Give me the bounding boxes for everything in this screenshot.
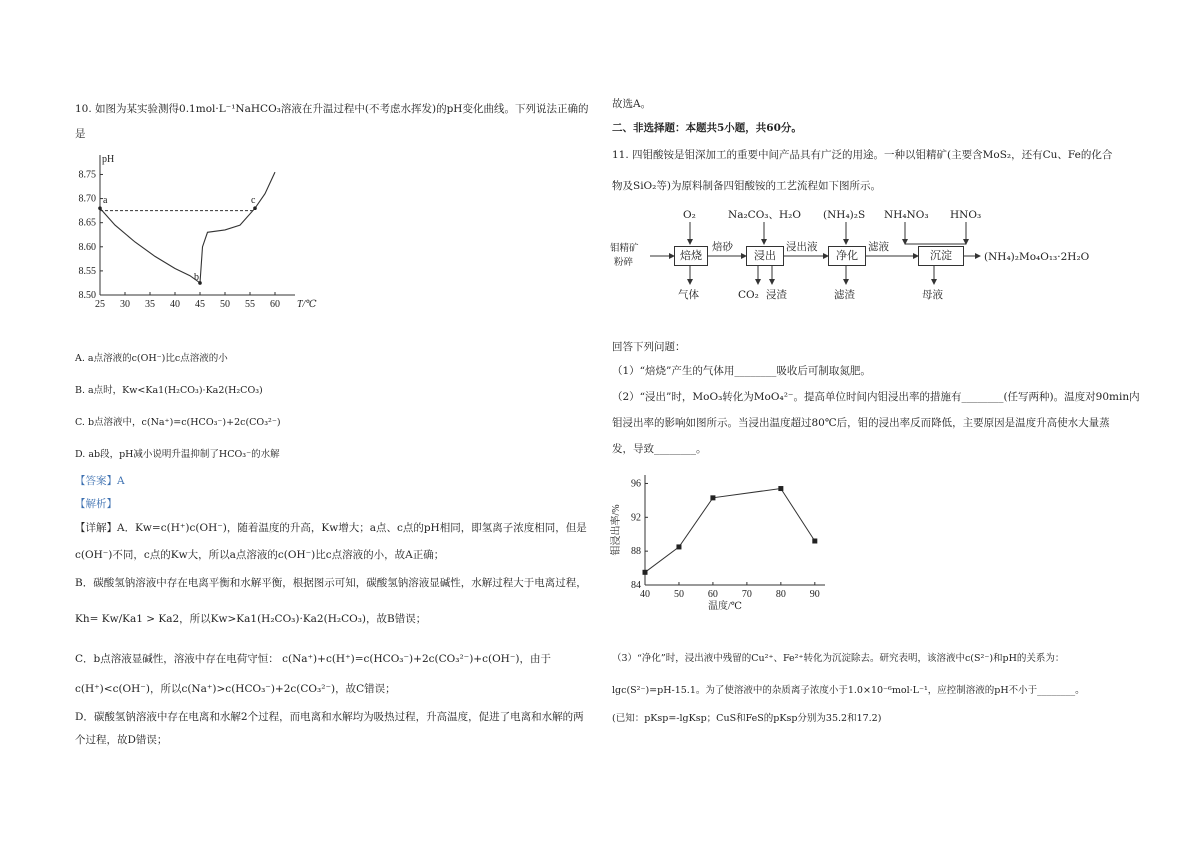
flow-box-precipitate: 沉淀 bbox=[918, 246, 964, 266]
ph-temperature-chart bbox=[70, 150, 330, 320]
leaching-rate-chart bbox=[605, 465, 835, 615]
input-nh4no3: NH₄NO₃ bbox=[884, 209, 929, 221]
explanation-line6: c(H⁺)<c(OH⁻)，所以c(Na⁺)>c(HCO₃⁻)+2c(CO₃²⁻)，故C错误； bbox=[75, 683, 396, 695]
y-tick-label: 8.50 bbox=[78, 290, 96, 301]
intermediate-leachate: 浸出液 bbox=[786, 241, 818, 253]
q11-part3-line3: (已知：pKsp=-lgKsp；CuS和FeS的pKsp分别为35.2和17.2) bbox=[612, 713, 882, 724]
q11-line1: 11. 四钼酸铵是钼深加工的重要中间产品具有广泛的用途。一种以钼精矿(主要含MoS₂，还有Cu、Fe的化合 bbox=[612, 149, 1113, 161]
y-tick-label: 8.75 bbox=[78, 169, 96, 181]
x-tick-label: 50 bbox=[673, 589, 684, 600]
x-tick-label: 40 bbox=[640, 589, 650, 600]
q10-option-d: D. ab段，pH减小说明升温抑制了HCO₃⁻的水解 bbox=[75, 449, 280, 460]
flow-box-purify: 净化 bbox=[828, 246, 866, 266]
x-tick-label: 40 bbox=[170, 299, 180, 310]
q10-stem-line2: 是 bbox=[75, 128, 86, 140]
flow-box-leach: 浸出 bbox=[746, 246, 784, 266]
y-tick-label: 8.70 bbox=[78, 193, 96, 205]
ph-curve bbox=[100, 172, 275, 283]
q10-stem-line1: 10. 如图为某实验测得0.1mol·L⁻¹NaHCO₃溶液在升温过程中(不考虑水挥发)的pH变化曲线。下列说法正确的 bbox=[75, 103, 589, 115]
y-axis-label: pH bbox=[102, 154, 115, 165]
input-nh4-2s: (NH₄)₂S bbox=[823, 209, 866, 221]
point-label-b: b bbox=[194, 271, 199, 283]
intermediate-filtrate: 滤液 bbox=[868, 241, 889, 253]
input-na2co3-h2o: Na₂CO₃、H₂O bbox=[728, 209, 801, 221]
q11-part3-line1: （3）“净化”时，浸出液中残留的Cu²⁺、Fe²⁺转化为沉淀除去。研究表明，该溶液中c(S²⁻)和pH的关系为： bbox=[612, 653, 1065, 664]
x-tick-label: 45 bbox=[195, 299, 205, 310]
leaching-rate-line bbox=[645, 489, 815, 573]
final-product: (NH₄)₂Mo₄O₁₃·2H₂O bbox=[984, 251, 1090, 263]
explanation-line7: D．碳酸氢钠溶液中存在电离和水解2个过程，而电离和水解均为吸热过程，升高温度，促进了电离和水解的两 bbox=[75, 711, 584, 723]
flow-box-roast: 焙烧 bbox=[674, 246, 708, 266]
q11-part1: （1）“焙烧”产生的气体用________吸收后可制取氮肥。 bbox=[612, 365, 871, 377]
answer-label: 【答案】A bbox=[75, 475, 125, 487]
conclusion: 故选A。 bbox=[612, 98, 652, 110]
x-tick-label: 35 bbox=[145, 299, 155, 310]
y-tick-label: 8.55 bbox=[78, 265, 96, 277]
input-hno3: HNO₃ bbox=[950, 209, 982, 221]
x-tick-label: 70 bbox=[741, 589, 752, 600]
y-tick-label: 92 bbox=[631, 512, 641, 524]
start-material-line1: 钼精矿 bbox=[610, 243, 639, 254]
output-filter-residue: 滤渣 bbox=[834, 289, 855, 301]
q10-option-c: C. b点溶液中，c(Na⁺)=c(HCO₃⁻)+2c(CO₃²⁻) bbox=[75, 417, 281, 428]
analysis-label: 【解析】 bbox=[75, 498, 117, 510]
explanation-line1: 【详解】A．Kw=c(H⁺)c(OH⁻)，随着温度的升高，Kw增大；a点、c点的pH相同，即氢离子浓度相同，但是 bbox=[75, 522, 587, 534]
x-axis-label: 温度/℃ bbox=[708, 601, 742, 612]
y-axis-label: 钼浸出率/% bbox=[611, 504, 622, 556]
data-point bbox=[812, 539, 817, 544]
explanation-line3: B．碳酸氢钠溶液中存在电离平衡和水解平衡，根据图示可知，碳酸氢钠溶液显碱性，水解过程大于电离过程， bbox=[75, 577, 587, 589]
explanation-line8: 个过程，故D错误； bbox=[75, 734, 168, 746]
point-marker-a bbox=[98, 206, 102, 210]
q11-part2-line2: 钼浸出率的影响如图所示。当浸出温度超过80℃后，钼的浸出率反而降低，主要原因是温度升高使水大量蒸 bbox=[612, 417, 1110, 429]
output-co2: CO₂ bbox=[738, 289, 759, 301]
x-tick-label: 80 bbox=[775, 589, 786, 600]
x-tick-label: 55 bbox=[245, 299, 255, 310]
point-label-c: c bbox=[251, 195, 256, 207]
start-material-line2: 粉碎 bbox=[614, 257, 634, 268]
x-tick-label: 60 bbox=[270, 299, 280, 310]
q11-part3-line2: lgc(S²⁻)=pH-15.1。为了使溶液中的杂质离子浓度小于1.0×10⁻⁶mol·L⁻¹，应控制溶液的pH不小于________。 bbox=[612, 685, 1085, 696]
input-o2: O₂ bbox=[683, 209, 696, 221]
x-tick-label: 60 bbox=[707, 589, 718, 600]
q11-part2-line3: 发，导致________。 bbox=[612, 443, 707, 455]
intermediate-calcine: 焙砂 bbox=[712, 241, 733, 253]
y-tick-label: 88 bbox=[631, 546, 641, 558]
x-tick-label: 30 bbox=[120, 299, 130, 310]
q10-option-b: B. a点时，Kw<Ka1(H₂CO₃)·Ka2(H₂CO₃) bbox=[75, 385, 263, 396]
explanation-line5: C．b点溶液显碱性，溶液中存在电荷守恒： c(Na⁺)+c(H⁺)=c(HCO₃⁻)+2c(CO₃²⁻)+c(OH⁻)，由于 bbox=[75, 653, 551, 665]
y-tick-label: 8.65 bbox=[78, 217, 96, 229]
x-tick-label: 50 bbox=[220, 299, 230, 310]
data-point bbox=[643, 570, 648, 575]
data-point bbox=[778, 486, 783, 491]
x-axis-label: T/℃ bbox=[297, 299, 317, 310]
data-point bbox=[676, 544, 681, 549]
process-flowchart bbox=[600, 200, 1200, 310]
explanation-line2: c(OH⁻)不同，c点的Kw大，所以a点溶液的c(OH⁻)比c点溶液的小，故A正确； bbox=[75, 549, 445, 561]
q11-line2: 物及SiO₂等)为原料制备四钼酸铵的工艺流程如下图所示。 bbox=[612, 180, 881, 192]
x-tick-label: 25 bbox=[95, 299, 105, 310]
answer-prompt: 回答下列问题： bbox=[612, 341, 686, 353]
output-leach-residue: 浸渣 bbox=[766, 289, 787, 301]
q11-part2-line1: （2）“浸出”时，MoO₃转化为MoO₄²⁻。提高单位时间内钼浸出率的措施有________(任写两种)。温度对90min内 bbox=[612, 391, 1140, 403]
section-heading: 二、非选择题：本题共5小题，共60分。 bbox=[612, 122, 802, 134]
output-mother-liquor: 母液 bbox=[922, 289, 943, 301]
point-label-a: a bbox=[103, 195, 108, 207]
y-tick-label: 8.60 bbox=[78, 241, 96, 253]
output-gas: 气体 bbox=[678, 289, 699, 301]
y-tick-label: 84 bbox=[631, 580, 641, 591]
explanation-line4: Kh= Kw/Ka1 > Ka2，所以Kw>Ka1(H₂CO₃)·Ka2(H₂CO₃)，故B错误； bbox=[75, 613, 427, 625]
data-point bbox=[710, 495, 715, 500]
q10-option-a: A. a点溶液的c(OH⁻)比c点溶液的小 bbox=[75, 353, 228, 364]
x-tick-label: 90 bbox=[809, 589, 820, 600]
point-marker-c bbox=[253, 206, 257, 210]
y-tick-label: 96 bbox=[631, 478, 641, 490]
